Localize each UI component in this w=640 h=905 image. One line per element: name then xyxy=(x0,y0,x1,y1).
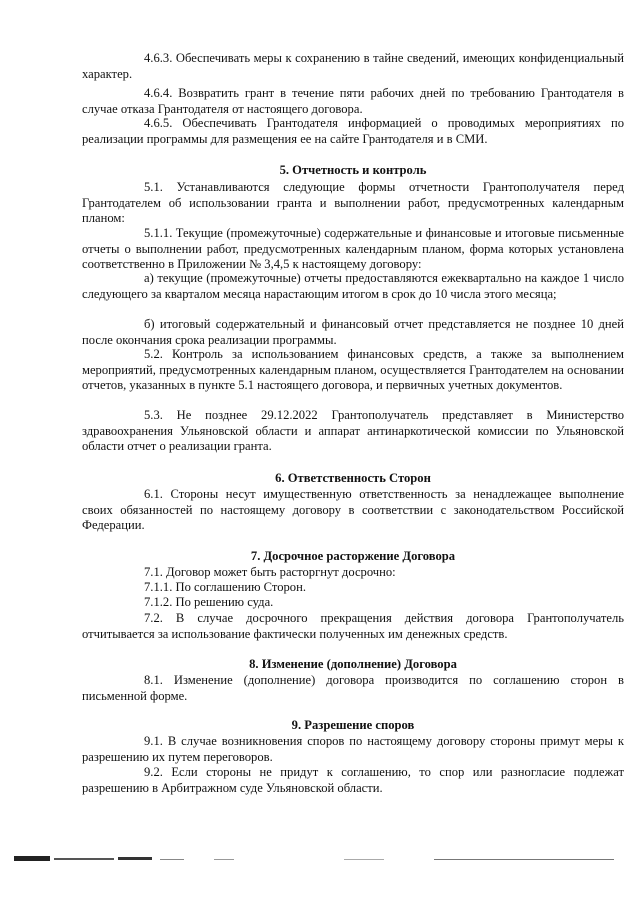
paragraph-5-b: б) итоговый содержательный и финансовый отчет представляется не позднее 10 дней после окончания срока реализации программы. xyxy=(82,317,624,347)
paragraph-5-1: 5.1. Устанавливаются следующие формы отчетности Грантополучателя перед Грантодателем об использовании гранта и выполнении работ, предусмотренных календарным планом: xyxy=(82,180,624,226)
paragraph-4-6-3: 4.6.3. Обеспечивать меры к сохранению в тайне сведений, имеющих конфиденциальный характер. xyxy=(82,51,624,81)
section-9-title: 9. Разрешение споров xyxy=(291,718,415,732)
paragraph-4-6-5: 4.6.5. Обеспечивать Грантодателя информацией о проводимых мероприятиях по реализации программы для размещения ее на сайте Грантодателя и в СМИ. xyxy=(82,116,624,146)
paragraph-8-1: 8.1. Изменение (дополнение) договора производится по соглашению сторон в письменной форме. xyxy=(82,673,624,703)
section-8-title: 8. Изменение (дополнение) Договора xyxy=(249,657,457,671)
paragraph-5-a: а) текущие (промежуточные) отчеты предоставляются ежеквартально на каждое 1 число следующего за кварталом месяца нарастающим итогом в срок до 10 числа этого месяца; xyxy=(82,271,624,301)
section-5-title: 5. Отчетность и контроль xyxy=(279,163,427,177)
paragraph-5-3: 5.3. Не позднее 29.12.2022 Грантополучатель представляет в Министерство здравоохранения Ульяновской области и аппарат антинаркотической комиссии по Ульяновской области отчет о реализации гранта. xyxy=(82,408,624,454)
paragraph-9-1: 9.1. В случае возникновения споров по настоящему договору стороны примут меры к разрешению их путем переговоров. xyxy=(82,734,624,764)
section-6-title: 6. Ответственность Сторон xyxy=(275,471,431,485)
paragraph-5-2: 5.2. Контроль за использованием финансовых средств, а также за выполнением мероприятий, предусмотренных календарным планом, осуществляется Грантодателем на основании отчетов, указанных в пункте 5.1 настоящего договора, и первичных учетных документов. xyxy=(82,347,624,393)
paragraph-7-1-2: 7.1.2. По решению суда. xyxy=(144,595,274,609)
paragraph-4-6-4: 4.6.4. Возвратить грант в течение пяти рабочих дней по требованию Грантодателя в случае отказа Грантодателя от настоящего договора. xyxy=(82,86,624,116)
paragraph-7-1-1: 7.1.1. По соглашению Сторон. xyxy=(144,580,306,594)
paragraph-9-2: 9.2. Если стороны не придут к соглашению, то спор или разногласие подлежат разрешению в Арбитражном суде Ульяновской области. xyxy=(82,765,624,795)
paragraph-7-1: 7.1. Договор может быть расторгнут досрочно: xyxy=(144,565,396,579)
section-7-title: 7. Досрочное расторжение Договора xyxy=(250,549,456,563)
paragraph-7-2: 7.2. В случае досрочного прекращения действия договора Грантополучатель отчитывается за использование фактически полученных им денежных средств. xyxy=(82,611,624,641)
paragraph-5-1-1: 5.1.1. Текущие (промежуточные) содержательные и финансовые и итоговые письменные отчеты о выполнении работ, предусмотренных календарным планом, форма которых установлена соответственно в Приложении № 3,4,5 к настоящему договору: xyxy=(82,226,624,272)
paragraph-6-1: 6.1. Стороны несут имущественную ответственность за ненадлежащее выполнение своих обязанностей по настоящему договору в соответствии с законодательством Российской Федерации. xyxy=(82,487,624,533)
scan-artifact-strip xyxy=(14,853,614,863)
